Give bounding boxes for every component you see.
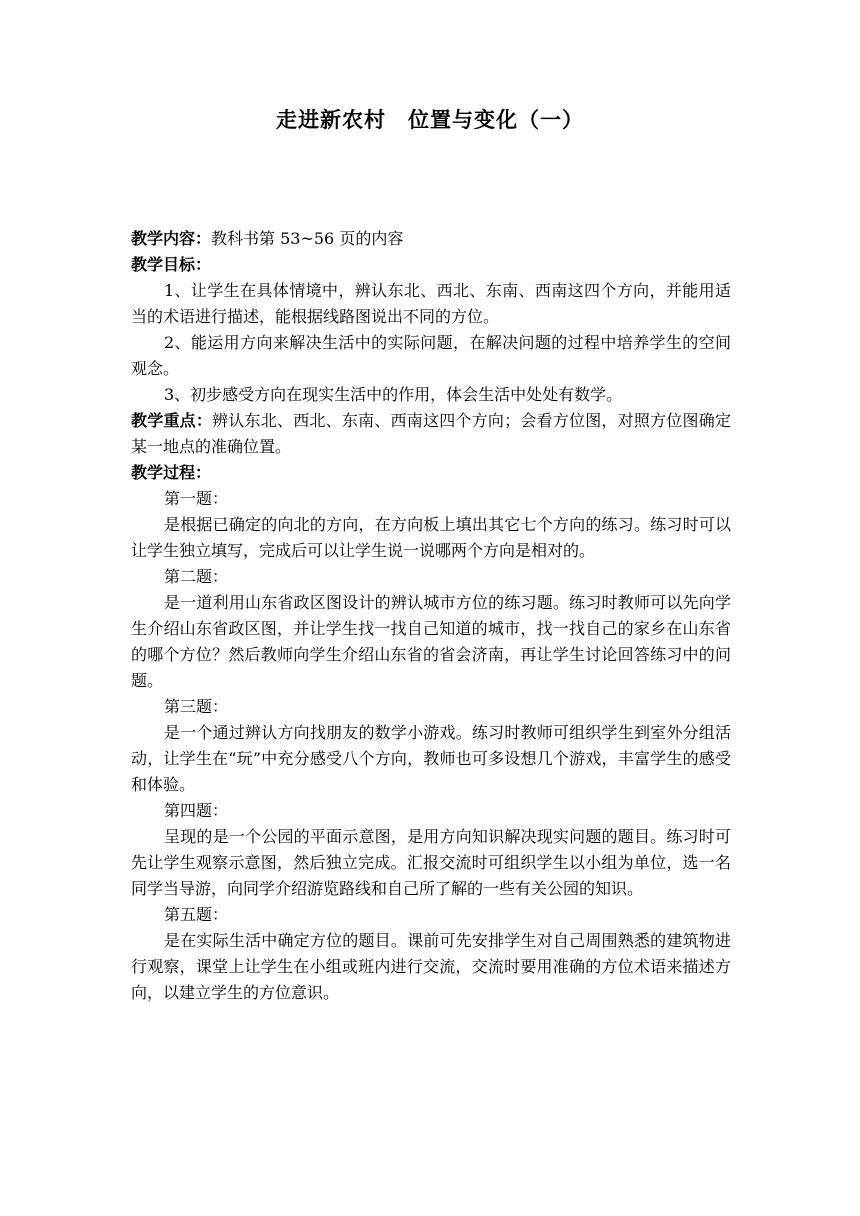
process-label: 教学过程： [131,463,212,482]
exercise-text: 是一道利用山东省政区图设计的辨认城市方位的练习题。练习时教师可以先向学生介绍山东省政区图，并让学生找一找自己知道的城市，找一找自己的家乡在山东省的哪个方位？然后教师向学生介绍山东省的省会济南，再让学生讨论回答练习中的问题。 [131,593,731,690]
document-title: 走进新农村 位置与变化（一） [276,107,584,132]
key-text: 辨认东北、西北、东南、西南这四个方向；会看方位图，对照方位图确定某一地点的准确位置。 [131,411,731,456]
exercise-text: 是在实际生活中确定方位的题目。课前可先安排学生对自己周围熟悉的建筑物进行观察，课堂上让学生在小组或班内进行交流，交流时要用准确的方位术语来描述方向，以建立学生的方位意识。 [131,931,731,1002]
exercise-heading: 第五题： [164,905,229,924]
goals-line [131,252,731,278]
goal-item: 3、初步感受方向在现实生活中的作用，体会生活中处处有数学。 [164,385,623,404]
key-points [131,408,731,460]
exercise-text: 呈现的是一个公园的平面示意图，是用方向知识解决现实问题的题目。练习时可先让学生观察示意图，然后独立完成。汇报交流时可组织学生以小组为单位，选一名同学当导游，向同学介绍游览路线和自己所了解的一些有关公园的知识。 [131,827,731,898]
document-body [131,226,731,1006]
process-line [131,460,731,486]
content-line [131,226,731,252]
exercise-heading: 第二题： [164,567,229,586]
exercise-heading: 第四题： [164,801,229,820]
exercise-heading: 第三题： [164,697,229,716]
exercise-text: 是一个通过辨认方向找朋友的数学小游戏。练习时教师可组织学生到室外分组活动，让学生在“玩”中充分感受八个方向，教师也可多设想几个游戏，丰富学生的感受和体验。 [131,723,731,794]
key-label: 教学重点： [131,411,213,430]
exercise-text: 是根据已确定的向北的方向，在方向板上填出其它七个方向的练习。练习时可以让学生独立填写，完成后可以让学生说一说哪两个方向是相对的。 [131,515,731,560]
exercise-heading: 第一题： [164,489,229,508]
content-text: 教科书第 53~56 页的内容 [211,229,404,248]
content-label: 教学内容： [131,229,212,248]
goal-item: 2、能运用方向来解决生活中的实际问题，在解决问题的过程中培养学生的空间观念。 [131,333,731,378]
goals-label: 教学目标： [131,255,212,274]
goal-item: 1、让学生在具体情境中，辨认东北、西北、东南、西南这四个方向，并能用适当的术语进行描述，能根据线路图说出不同的方位。 [131,281,731,326]
